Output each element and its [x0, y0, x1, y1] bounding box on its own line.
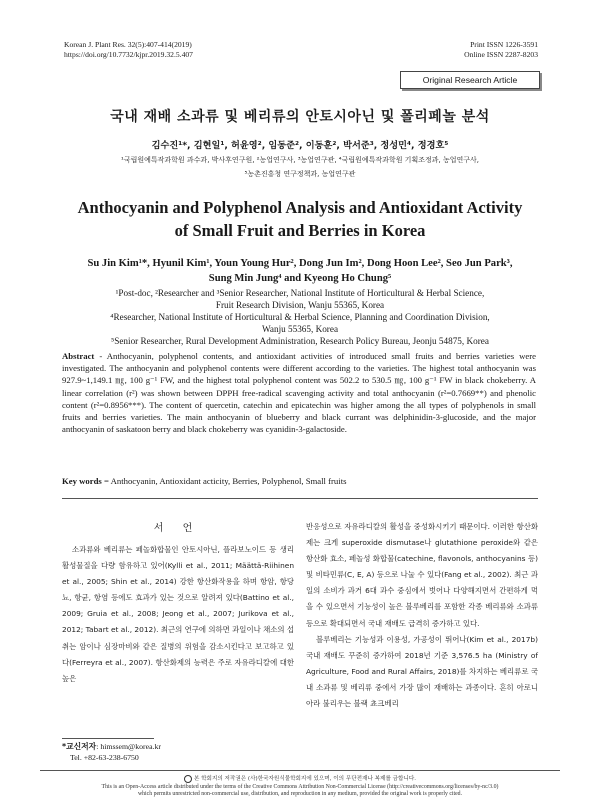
copyright-notice — [0, 774, 600, 783]
english-authors-line-1: Su Jin Kim¹*, Hyunil Kim¹, Youn Young Hur², Dong Jun Im², Dong Hoon Lee², Seo Jun Park³, — [87, 258, 513, 269]
journal-citation: Korean J. Plant Res. 32(5):407-414(2019) — [64, 40, 192, 49]
copyright-text: 본 학회지의 저작권은 (사)한국자원식물학회지에 있으며, 이의 무단전재나 복제를 금합니다. — [193, 776, 417, 782]
footer-divider — [40, 770, 560, 771]
english-affiliations — [0, 287, 600, 347]
article-type-badge: Original Research Article — [400, 71, 540, 89]
correspondence-label: *교신저자 — [62, 742, 97, 751]
english-affiliation-line-4: Wanju 55365, Korea — [261, 324, 339, 334]
abstract-text: - Anthocyanin, polyphenol contents, and antioxidant activities of introduced small fruits and berries varieties were investigated. The anthocyanin and polyphenol contents were different according to the varieties. The highest total anthocyanin was 927.9~1,149.1 ㎎, 100 g⁻¹ FW, and the highest total polyphenol content was 502.2 to 530.5 ㎎, 100 g⁻¹ FW in black chokeberry. A linear correlation (r²) was shown between DPPH free-radical scavenging activity and total anthocyanin (r²=0.7669**) and phenolic content (r²=0.8956***). The content of quercetin, catechin and epicatechin was higher among the all types of polyphenols in small fruits and berries varieties. The main anthocyanin of blueberry and black currant was delphinidin-3-glucoside, and the major anthocyanin of saskatoon berry and black chokeberry was cyanidin-3-galactoside. — [62, 351, 536, 435]
english-title-line-2: of Small Fruit and Berries in Korea — [174, 221, 426, 240]
section-title: 서 언 — [153, 523, 201, 534]
english-authors — [0, 256, 600, 286]
english-title-line-1: Anthocyanin and Polyphenol Analysis and Antioxidant Activity — [77, 198, 523, 217]
keywords-text: = Anthocyanin, Antioxidant acticity, Berries, Polyphenol, Small fruits — [101, 476, 347, 486]
keywords-label: Key words — [62, 476, 102, 486]
license-text — [40, 784, 560, 798]
english-affiliation-line-3: ⁴Researcher, National Institute of Horticultural & Herbal Science, Planning and Coordination Division, — [110, 312, 490, 322]
korean-authors: 김수진¹*, 김현일¹, 허윤영², 임동준², 이동훈², 박서준³, 정성민⁴, 정경호⁵ — [151, 140, 449, 151]
print-issn: Print ISSN 1226-3591 — [470, 40, 538, 49]
english-authors-line-2: Sung Min Jung⁴ and Kyeong Ho Chung⁵ — [208, 273, 392, 284]
doi-link[interactable]: https://doi.org/10.7732/kjpr.2019.32.5.407 — [64, 50, 193, 59]
english-affiliation-line-1: ¹Post-doc, ²Researcher and ³Senior Researcher, National Institute of Horticultural & Herbal Science, — [115, 288, 485, 298]
korean-affiliation-2: ⁵농촌진흥청 연구정책과, 농업연구관 — [244, 170, 356, 178]
abstract-label: Abstract — [62, 351, 95, 361]
english-affiliation-line-2: Fruit Research Division, Wanju 55365, Korea — [215, 300, 385, 310]
license-line-2: which permits unrestricted non-commercial use, distribution, and reproduction in any medium, provided the original work is properly cited. — [137, 791, 463, 798]
english-title — [0, 196, 600, 242]
body-paragraph-2: 블루베리는 기능성과 이용성, 가공성이 뛰어나(Kim et al., 2017b) 국내 재배도 꾸준히 증가하여 2018년 기준 3,576.5 ha (Ministry of Agriculture, Food and Rural Affairs, 2018)를 차지하는 베리류로 국내 소과류 및 베리류 중에서 가장 많이 재배하는 과종이다. 흔히 아로니아라 불리우는 블랙 쵸크베리 — [306, 634, 538, 709]
body-right-column — [306, 519, 538, 712]
english-affiliation-line-5: ⁵Senior Researcher, Rural Development Administration, Research Policy Bureau, Jeonju 54875, Korea — [111, 336, 489, 346]
korean-title: 국내 재배 소과류 및 베리류의 안토시아닌 및 폴리페놀 분석 — [110, 109, 490, 125]
correspondence — [62, 741, 161, 763]
body-paragraph-1: 반응성으로 자유라디칼의 활성을 중성화시키기 때문이다. 이러한 항산화제는 크게 superoxide dismutase나 glutathione peroxide와 같은 항산화 효소, 페놀성 화합물(catechine, flavonols, anthocyanins 등) 및 비타민류(C, E, A) 등으로 나눌 수 있다(Fang et al., 2002). 최근 과일의 소비가 과거 6대 과수 중심에서 벗어나 다양해지면서 간편하게 먹을 수 있으면서 기능성이 높은 블루베리를 포함한 각종 베리류와 소과류 등으로 확대되면서 국내 재배도 급격히 증가하고 있다. — [306, 522, 538, 628]
abstract — [62, 350, 536, 435]
korean-affiliation-1: ¹국립원예특작과학원 과수과, 박사후연구원, ²농업연구사, ³농업연구관, ⁴국립원예특작과학원 기획조정과, 농업연구사, — [121, 156, 479, 164]
section-divider — [62, 498, 538, 499]
copyright-icon — [184, 775, 192, 783]
license-line-1: This is an Open-Access article distributed under the terms of the Creative Commons Attribution Non-Commercial License (http://creativecommons.org/licenses/by-nc/3.0) — [101, 784, 499, 790]
keywords — [62, 476, 536, 486]
issn-block — [464, 40, 538, 60]
journal-header — [64, 40, 193, 60]
correspondence-tel: Tel. +82-63-238-6750 — [70, 753, 139, 762]
online-issn: Online ISSN 2287-8203 — [464, 50, 538, 59]
body-left-column: 소과류와 베리류는 페놀화합물인 안토시아닌, 플라보노이드 등 생리활성물질을 다량 함유하고 있어(Kylli et al., 2011; Määttä-Riihinen et al., 2005; Shin et al., 2014) 강한 항산화작용을 하며 항암, 항당뇨, 항균, 항염 등에도 효과가 있는 것으로 알려져 있다(Battino et al., 2009; Gruia et al., 2008; Jeong et al., 2007; Jurikova et al., 2012; Tabart et al., 2012). 최근의 연구에 의하면 과일이나 채소의 섭취는 암이나 심장마비와 같은 질병의 위험을 감소시킨다고 보고하고 있다(Ferreyra et al., 2007). 항산화제의 능력은 주로 자유라디칼에 대한 높은 — [62, 545, 294, 683]
footnote-divider — [62, 738, 154, 739]
correspondence-email[interactable]: : himssem@korea.kr — [96, 742, 161, 751]
